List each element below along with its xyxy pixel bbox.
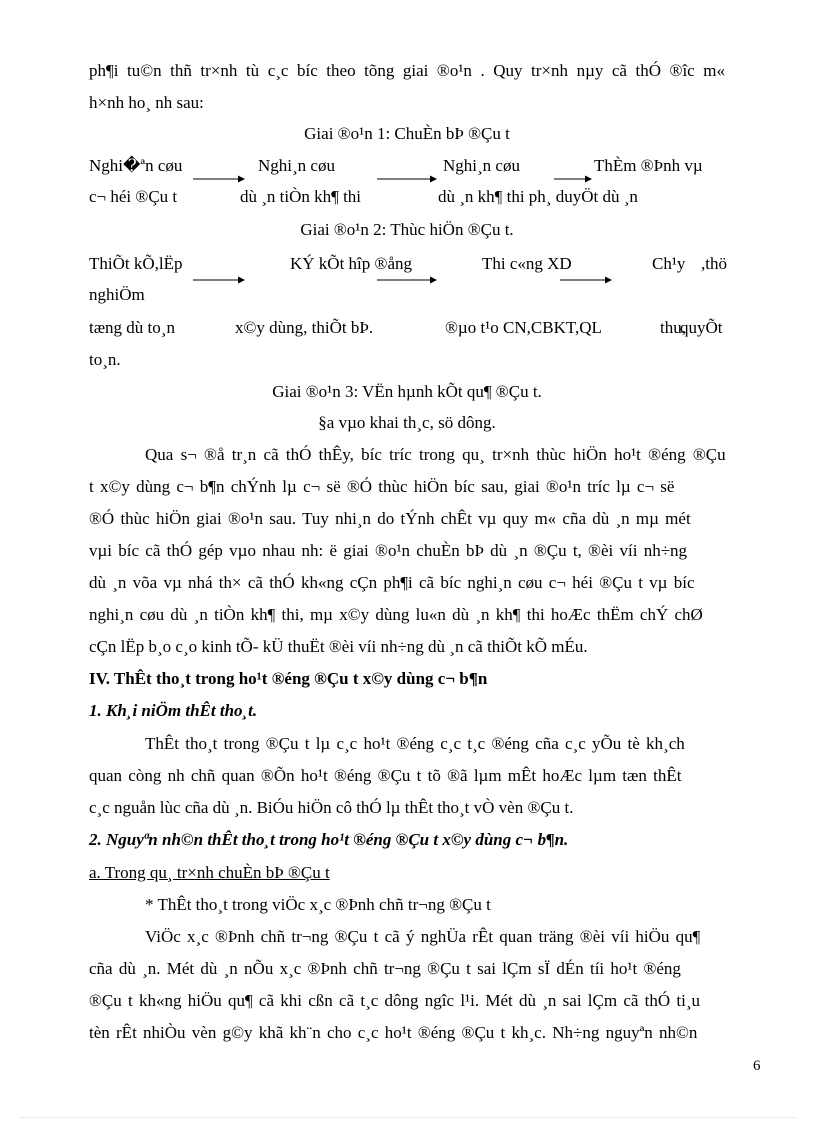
paragraph-line: ViÖc x¸c ®Þnh chñ tr¬ng ®Çu t cã ý nghÜa rÊt quan träng ®èi víi hiÖu qu¶ (145, 927, 701, 946)
stage-1-step-1-line-2: c¬ héi ®Çu t (89, 187, 178, 206)
word: cã (611, 61, 627, 80)
paragraph-line: cÇn lËp b¸o c¸o kinh tÕ- kÜ thuËt ®èi víi nh÷ng dù ¸n cã thiÕt kÕ mÉu. (89, 637, 588, 656)
flow-arrow (377, 276, 437, 284)
stage-3-title: Giai ®o¹n 3: VËn hµnh kÕt qu¶ ®Çu t. (272, 382, 542, 401)
paragraph-line: ThÊt tho¸t trong ®Çu t lµ c¸c ho¹t ®éng c¸c t¸c ®éng cña c¸c yÕu tè kh¸ch (145, 734, 685, 753)
paragraph-line: ®Ó thùc hiÖn giai ®o¹n sau. Tuy nhi¸n do tÝnh chÊt vµ quy m« cña dù ¸n mµ mét (89, 509, 691, 528)
flow-arrow (554, 175, 592, 183)
flow-arrow (560, 276, 612, 284)
arrow-right-icon (193, 276, 245, 284)
intro-line-2: h×nh ho¸ nh sau: (89, 93, 204, 112)
word: tu©n (126, 61, 162, 80)
word: thÓ (635, 61, 662, 80)
stage-2-row-2-c: ®µo t¹o CN,CBKT,QL (445, 318, 602, 337)
paragraph-line: tèn rÊt nhiÒu vèn g©y khã kh¨n cho c¸c ho¹t ®éng ®Çu t kh¸c. Nh÷ng nguyªn nh©n (89, 1023, 698, 1042)
word: tõng (364, 61, 395, 80)
paragraph-line: quan còng nh chñ quan ®Õn ho¹t ®éng ®Çu t tõ ®ã lµm mÊt hoÆc lµm tæn thÊt (89, 766, 682, 785)
word: m« (703, 61, 725, 80)
stage-1-step-4-line-1: ThÈm ®Þnh vµ (594, 156, 703, 175)
intro-line-1 (89, 61, 725, 81)
paragraph-line (145, 445, 757, 465)
word: Quy (493, 61, 523, 80)
stage-2-row-1b: nghiÖm (89, 285, 145, 304)
stage-2-row-2-a: tæng dù to¸n (89, 318, 175, 337)
stage-2-row-2-e (680, 318, 723, 338)
stage-2-row-3: to¸n. (89, 350, 121, 369)
stage-1-title: Giai ®o¹n 1: ChuÈn bÞ ®Çu t (304, 124, 510, 143)
paragraph-line: nghi¸n cøu dù ¸n tiÒn kh¶ thi, mµ x©y dùng lu«n dù ¸n kh¶ thi hoÆc thËm chÝ chØ (89, 605, 703, 624)
paragraph-line: cña dù ¸n. Mét dù ¸n nÕu x¸c ®Þnh chñ tr¬ng ®Çu t sai lÇm sÏ dÉn tíi ho¹t ®éng (89, 959, 681, 978)
word: thñ (170, 61, 192, 80)
word: . (480, 61, 485, 80)
arrow-right-icon (377, 175, 437, 183)
stage-1-step-2-line-1: Nghi¸n cøu (258, 156, 335, 175)
stage-1-step-2-line-2: dù ¸n tiÒn kh¶ thi (240, 187, 362, 206)
word: ®o¹n (436, 61, 472, 80)
stage-3-subtitle: §a vµo khai th¸c, sö dông. (318, 413, 496, 432)
paragraph-line: c¸c nguån lùc cña dù ¸n. BiÓu hiÖn cô thÓ lµ thÊt tho¸t vÒ vèn ®Çu t. (89, 798, 574, 817)
stage-2-row-2-b: x©y dùng, thiÕt bÞ. (235, 318, 374, 337)
subsection-a-heading: a. Trong qu¸ tr×nh chuÈn bÞ ®Çu t (89, 863, 330, 882)
stage-2-title: Giai ®o¹n 2: Thùc hiÖn ®Çu t. (300, 220, 514, 239)
word: tr×nh (531, 61, 569, 80)
stage-2-step-1: ThiÕt kÕ,lËp (89, 254, 183, 273)
arrow-right-icon (377, 276, 437, 284)
word: c¸c (267, 61, 289, 80)
text: Qua s¬ ®å tr¸n cã thÓ thÊy, bíc tríc trong qu¸ tr×nh thùc hiÖn ho¹t ®éng ®Çu (145, 445, 726, 464)
subsection-heading-1: 1. Kh¸i niÖm thÊt tho¸t. (89, 701, 258, 720)
arrow-right-icon (193, 175, 245, 183)
word: tù (245, 61, 260, 80)
flow-arrow (193, 175, 245, 183)
stage-2-step-4: Ch¹y (652, 254, 686, 273)
word: nµy (576, 61, 604, 80)
flow-arrow (193, 276, 245, 284)
word: quyÕt (680, 318, 723, 337)
bullet-line: * ThÊt tho¸t trong viÖc x¸c ®Þnh chñ tr¬ng ®Çu t (145, 895, 491, 914)
page-number: 6 (753, 1058, 761, 1074)
word: ®îc (669, 61, 695, 80)
paragraph-line: t x©y dùng c¬ b¶n chÝnh lµ c¬ së ®Ó thùc hiÖn bíc sau, giai ®o¹n tríc lµ c¬ së (89, 477, 675, 496)
word: bíc (296, 61, 318, 80)
word: thö, (701, 254, 727, 273)
arrow-right-icon (554, 175, 592, 183)
word: giai (402, 61, 429, 80)
stage-1-step-1-line-1: Nghi�ªn cøu (89, 156, 183, 175)
arrow-right-icon (560, 276, 612, 284)
section-heading: IV. ThÊt tho¸t trong ho¹t ®éng ®Çu t x©y dùng c¬ b¶n (89, 669, 488, 688)
stage-2-step-2: KÝ kÕt hîp ®ång (290, 254, 412, 273)
paragraph-line: ®Çu t kh«ng hiÖu qu¶ cã khi cßn cã t¸c dông ngîc l¹i. Mét dù ¸n sai lÇm cã thÓ ti¸u (89, 991, 701, 1010)
word: ph¶i (89, 61, 119, 80)
page-footer-divider (20, 1117, 796, 1118)
subsection-heading-2: 2. Nguyªn nh©n thÊt tho¸t trong ho¹t ®éng ®Çu t x©y dùng c¬ b¶n. (89, 830, 569, 849)
stage-1-step-3-line-2: dù ¸n kh¶ thi ph¸ duyÖt dù ¸n (438, 187, 638, 206)
stage-1-step-3-line-1: Nghi¸n cøu (443, 156, 520, 175)
paragraph-line: dù ¸n võa vµ nhá th× cã thÓ kh«ng cÇn ph¶i cã bíc nghi¸n cøu c¬ héi ®Çu t vµ bíc (89, 573, 695, 592)
paragraph-line: vµi bíc cã thÓ gép vµo nhau nh: ë giai ®o¹n chuÈn bÞ dù ¸n ®Çu t, ®èi víi nh÷ng (89, 541, 688, 560)
flow-arrow (377, 175, 437, 183)
stage-2-step-3: Thi c«ng XD (482, 254, 572, 273)
stage-2-row-2-d: thu, (660, 318, 686, 337)
word: theo (326, 61, 356, 80)
word: tr×nh (200, 61, 238, 80)
